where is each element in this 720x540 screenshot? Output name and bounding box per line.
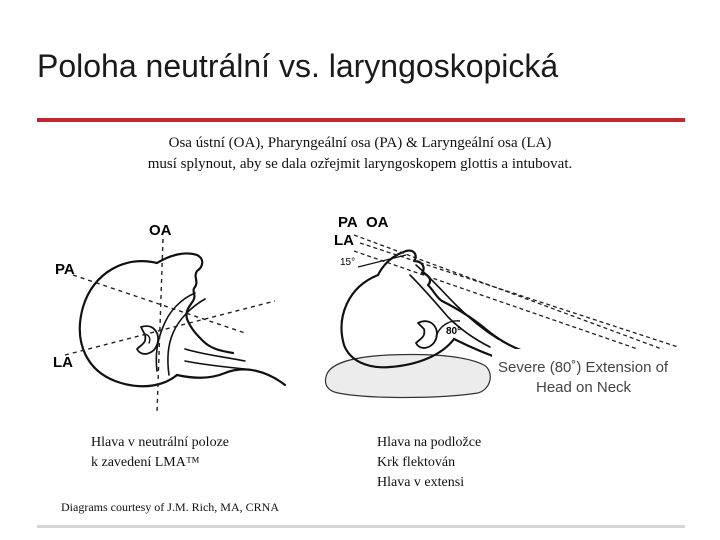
diagram-credit: Diagrams courtesy of J.M. Rich, MA, CRNA <box>61 500 279 514</box>
pharyngeal-axis-line <box>73 275 245 333</box>
laryngeal-axis-line <box>354 251 678 363</box>
neutral-position-diagram <box>45 215 295 425</box>
extended-head-illustration <box>318 205 693 400</box>
la-label: LA <box>334 232 354 249</box>
bottom-divider <box>37 525 685 528</box>
subtitle-line-1: Osa ústní (OA), Pharyngeální osa (PA) & Laryngeální osa (LA) <box>168 135 552 151</box>
pillow-shape <box>326 354 491 397</box>
title-divider <box>37 118 685 122</box>
la-label: LA <box>53 354 73 371</box>
oral-axis-line <box>354 235 678 355</box>
pa-label: PA <box>55 261 75 278</box>
laryngeal-axis-line <box>65 301 275 355</box>
left-caption-line-2: k zavedení LMA™ <box>91 455 200 470</box>
laryngoscopic-position-diagram <box>318 205 693 400</box>
callout-line-2: Head on Neck <box>536 379 632 396</box>
subtitle-line-2: musí splynout, aby se dala ozřejmit laryngoskopem glottis a intubovat. <box>147 156 573 172</box>
left-caption-line-1: Hlava v neutrální poloze <box>91 435 230 450</box>
callout-line-1: Severe (80˚) Extension of <box>498 359 669 376</box>
oral-axis-line <box>157 239 163 413</box>
oa-label: OA <box>149 222 172 239</box>
subtitle <box>40 133 680 175</box>
right-caption-line-2: Krk flektován <box>377 455 456 470</box>
neutral-head-illustration <box>45 215 295 425</box>
right-caption <box>377 433 481 493</box>
angle-15-label: 15° <box>340 257 356 268</box>
pharyngeal-axis-line <box>360 243 678 347</box>
oa-label: OA <box>366 214 389 231</box>
slide-title: Poloha neutrální vs. laryngoskopická <box>37 48 559 84</box>
angle-80-label: 80° <box>446 326 462 337</box>
left-caption <box>91 433 229 473</box>
right-caption-line-1: Hlava na podložce <box>377 435 482 450</box>
pa-label: PA <box>338 214 358 231</box>
right-caption-line-3: Hlava v extensi <box>377 475 465 490</box>
